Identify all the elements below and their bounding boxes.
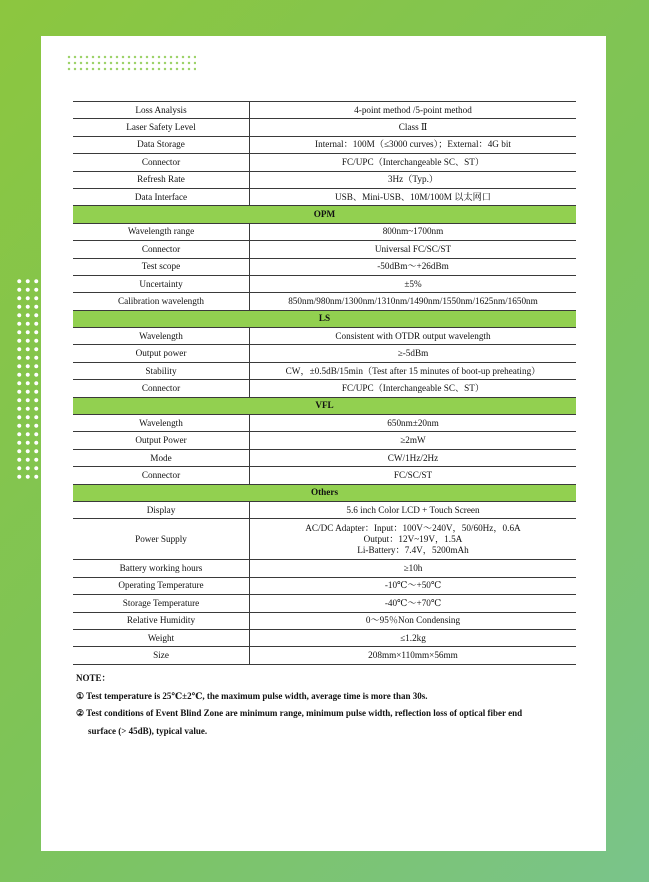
table-row [73, 275, 576, 292]
spec-value: 800nm~1700nm [250, 223, 577, 240]
table-row [73, 362, 576, 379]
spec-label: Battery working hours [73, 560, 250, 577]
spec-value: -40℃～+70℃ [250, 595, 577, 612]
spec-label: Weight [73, 629, 250, 646]
spec-value-line: AC/DC Adapter：Input：100V～240V，50/60Hz，0.6A [305, 522, 521, 533]
spec-value: FC/UPC（Interchangeable SC、ST） [250, 154, 577, 171]
spec-value: 0～95％Non Condensing [250, 612, 577, 629]
note-item-continuation: surface (> 45dB), typical value. [88, 725, 208, 736]
table-row [73, 560, 576, 577]
spec-label: Mode [73, 449, 250, 466]
notes-title: NOTE： [76, 673, 111, 683]
section-title: Others [73, 484, 576, 501]
spec-label: Connector [73, 154, 250, 171]
spec-label: Output Power [73, 432, 250, 449]
spec-value: 850nm/980nm/1300nm/1310nm/1490nm/1550nm/1625nm/1650nm [250, 293, 577, 310]
section-header-others [73, 484, 576, 501]
spec-table [73, 101, 576, 665]
spec-label: Wavelength [73, 415, 250, 432]
spec-label: Output power [73, 345, 250, 362]
table-row [73, 432, 576, 449]
table-row [73, 241, 576, 258]
spec-label: Connector [73, 380, 250, 397]
table-row [73, 171, 576, 188]
spec-label: Wavelength [73, 328, 250, 345]
spec-label: Power Supply [73, 519, 250, 560]
spec-value: 4-point method /5-point method [250, 102, 577, 119]
spec-value-line: Output：12V~19V，1.5A [363, 533, 463, 544]
table-row [73, 647, 576, 664]
spec-label: Refresh Rate [73, 171, 250, 188]
spec-value: -10℃～+50℃ [250, 577, 577, 594]
spec-label: Connector [73, 467, 250, 484]
spec-value: Internal：100M（≤3000 curves）；External：4G bit [250, 136, 577, 153]
spec-value: Consistent with OTDR output wavelength [250, 328, 577, 345]
spec-value: 650nm±20nm [250, 415, 577, 432]
spec-label: Test scope [73, 258, 250, 275]
table-row [73, 293, 576, 310]
section-title: OPM [73, 206, 576, 223]
decorative-dot-pattern-side [15, 277, 45, 481]
spec-label: Size [73, 647, 250, 664]
notes-block [76, 670, 576, 740]
note-item: ① Test temperature is 25℃±2℃, the maximum pulse width, average time is more than 30s. [76, 690, 428, 701]
spec-label: Data Interface [73, 188, 250, 205]
spec-label: Connector [73, 241, 250, 258]
section-header-opm [73, 206, 576, 223]
spec-value: 5.6 inch Color LCD + Touch Screen [250, 501, 577, 518]
spec-label: Laser Safety Level [73, 119, 250, 136]
section-header-vfl [73, 397, 576, 414]
spec-label: Wavelength range [73, 223, 250, 240]
table-row [73, 102, 576, 119]
spec-value: 208mm×110mm×56mm [250, 647, 577, 664]
table-row [73, 612, 576, 629]
table-row [73, 415, 576, 432]
table-row [73, 380, 576, 397]
spec-value: ≥10h [250, 560, 577, 577]
spec-value: FC/SC/ST [250, 467, 577, 484]
spec-value-line: Li-Battery：7.4V，5200mAh [357, 544, 469, 555]
spec-value: Class Ⅱ [250, 119, 577, 136]
spec-value: ≤1.2kg [250, 629, 577, 646]
spec-label: Loss Analysis [73, 102, 250, 119]
spec-label: Calibration wavelength [73, 293, 250, 310]
table-row [73, 154, 576, 171]
spec-value: Universal FC/SC/ST [250, 241, 577, 258]
spec-label: Relative Humidity [73, 612, 250, 629]
section-title: VFL [73, 397, 576, 414]
spec-value: CW，±0.5dB/15min（Test after 15 minutes of boot-up preheating） [250, 362, 577, 379]
spec-label: Operating Temperature [73, 577, 250, 594]
table-row [73, 223, 576, 240]
section-header-ls [73, 310, 576, 327]
spec-value: FC/UPC（Interchangeable SC、ST） [250, 380, 577, 397]
spec-label: Stability [73, 362, 250, 379]
spec-value: CW/1Hz/2Hz [250, 449, 577, 466]
table-row [73, 501, 576, 518]
spec-label: Uncertainty [73, 275, 250, 292]
spec-value: ≥2mW [250, 432, 577, 449]
spec-label: Display [73, 501, 250, 518]
note-item: ② Test conditions of Event Blind Zone are minimum range, minimum pulse width, reflection loss of optical fiber end [76, 708, 523, 718]
table-row [73, 258, 576, 275]
table-row [73, 345, 576, 362]
spec-label: Data Storage [73, 136, 250, 153]
table-row [73, 629, 576, 646]
spec-value: ≥-5dBm [250, 345, 577, 362]
table-row [73, 595, 576, 612]
table-row [73, 577, 576, 594]
spec-value: -50dBm～+26dBm [250, 258, 577, 275]
spec-value-multiline [250, 519, 577, 560]
table-row [73, 467, 576, 484]
spec-value: 3Hz（Typ.） [250, 171, 577, 188]
table-row [73, 449, 576, 466]
spec-value: ±5% [250, 275, 577, 292]
section-title: LS [73, 310, 576, 327]
table-row [73, 136, 576, 153]
table-row [73, 519, 576, 560]
table-row [73, 119, 576, 136]
table-row [73, 328, 576, 345]
decorative-dot-pattern-top [66, 54, 196, 72]
spec-value: USB、Mini-USB、10M/100M 以太网口 [250, 188, 577, 205]
spec-label: Storage Temperature [73, 595, 250, 612]
table-row [73, 188, 576, 205]
